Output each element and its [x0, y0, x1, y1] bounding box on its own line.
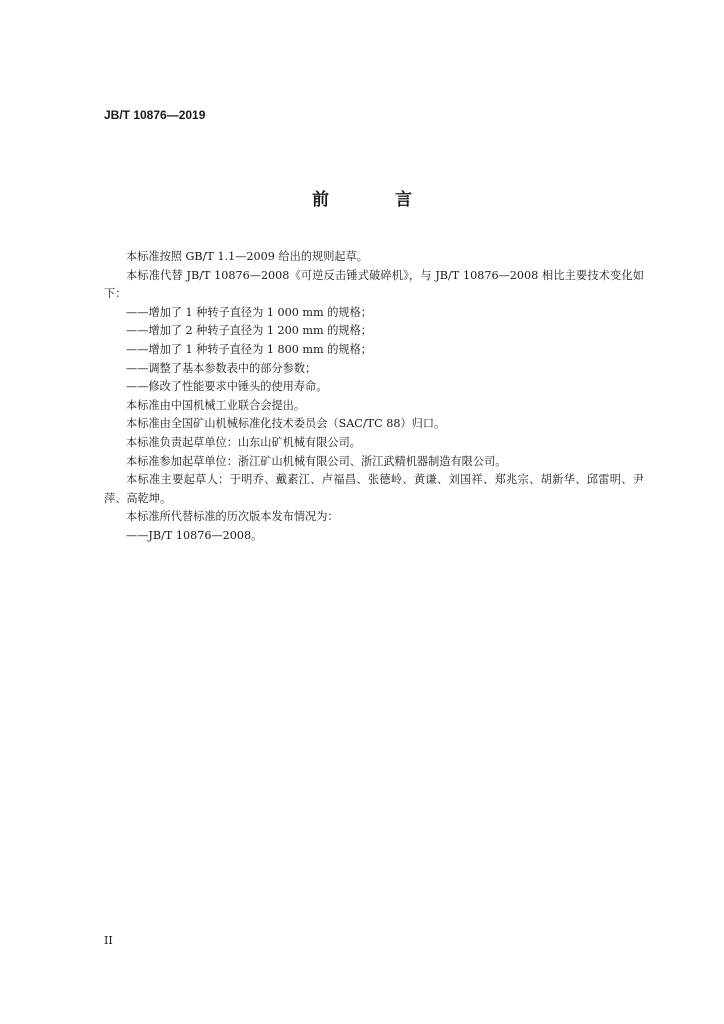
change-item-4: ——调整了基本参数表中的部分参数； [126, 361, 317, 375]
paragraph-main-drafters: 本标准主要起草人：于明乔、戴素江、卢福昌、张德岭、黄谦、刘国祥、郑兆宗、胡新华、邱雷明、尹萍、高乾坤。 [104, 473, 644, 505]
paragraph-main-drafter-unit: 本标准负责起草单位：山东山矿机械有限公司。 [126, 435, 361, 449]
page-number: II [104, 934, 113, 947]
paragraph-history: 本标准所代替标准的历次版本发布情况为： [126, 510, 339, 524]
paragraph-participating-units: 本标准参加起草单位：浙江矿山机械有限公司、浙江武精机器制造有限公司。 [126, 454, 507, 468]
change-item-1: ——增加了 1 种转子直径为 1 000 mm 的规格； [126, 305, 372, 319]
page-title: 前 言 [312, 190, 442, 210]
foreword-body [104, 248, 644, 546]
history-item-1: ——JB/T 10876—2008。 [126, 528, 263, 542]
paragraph-drafting-rules: 本标准按照 GB/T 1.1—2009 给出的规则起草。 [126, 250, 368, 263]
change-item-3: ——增加了 1 种转子直径为 1 800 mm 的规格； [126, 342, 372, 356]
standard-code-header: JB/T 10876—2019 [104, 108, 206, 122]
paragraph-replacement: 本标准代替 JB/T 10876—2008《可逆反击锤式破碎机》，与 JB/T 10876—2008 相比主要技术变化如下： [104, 268, 644, 301]
paragraph-proposer: 本标准由中国机械工业联合会提出。 [126, 398, 306, 412]
paragraph-centralized: 本标准由全国矿山机械标准化技术委员会（SAC/TC 88）归口。 [126, 417, 446, 431]
change-item-5: ——修改了性能要求中锤头的使用寿命。 [126, 380, 328, 394]
change-item-2: ——增加了 2 种转子直径为 1 200 mm 的规格； [126, 324, 372, 338]
